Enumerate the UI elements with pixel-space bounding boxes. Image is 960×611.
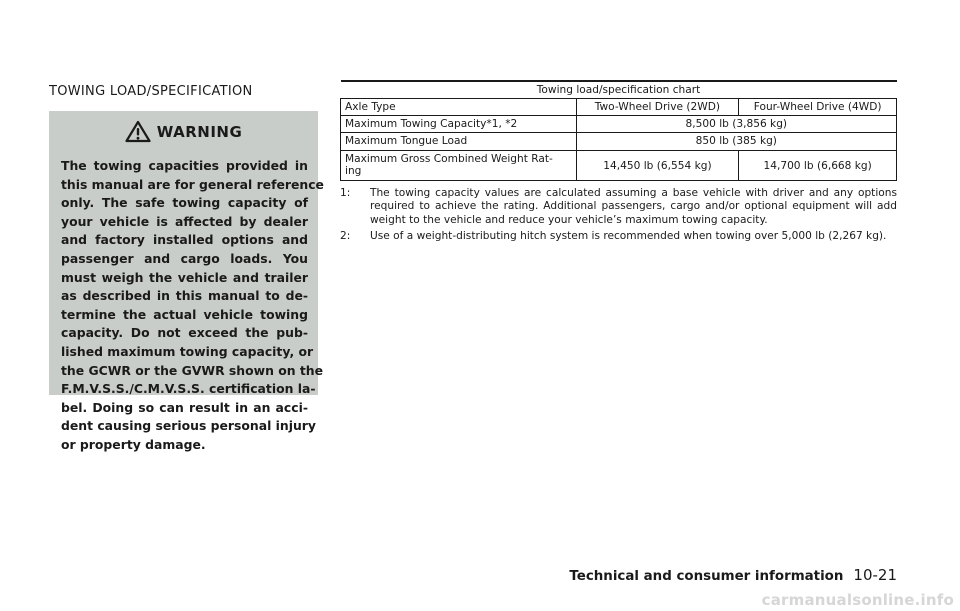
header-4wd: Four-Wheel Drive (4WD)	[739, 99, 897, 116]
warning-box	[49, 111, 324, 452]
row-value-tongue-load: 850 lb (385 kg)	[576, 133, 896, 151]
watermark: carmanualsonline.info	[761, 591, 954, 609]
row-value-gcwr-2wd: 14,450 lb (6,554 kg)	[576, 151, 739, 181]
warning-line: and factory installed options and	[61, 232, 308, 248]
warning-line: passenger and cargo loads. You	[61, 250, 308, 266]
warning-line: only. The safe towing capacity of	[61, 195, 308, 211]
warning-line: the GCWR or the GVWR shown on the	[61, 362, 324, 378]
warning-line: must weigh the vehicle and trailer	[61, 269, 308, 285]
row-label-gcwr-line2: ing	[345, 165, 362, 177]
section-heading: TOWING LOAD/SPECIFICATION	[49, 84, 253, 99]
row-label-tongue-load: Maximum Tongue Load	[341, 133, 577, 151]
row-label-gcwr-line1: Maximum Gross Combined Weight Rat-	[345, 153, 553, 165]
warning-line: termine the actual vehicle towing	[61, 306, 308, 322]
header-2wd: Two-Wheel Drive (2WD)	[576, 99, 739, 116]
footnote	[340, 187, 897, 227]
warning-triangle-icon	[125, 120, 151, 143]
row-value-gcwr-4wd: 14,700 lb (6,668 kg)	[739, 151, 897, 181]
warning-text	[61, 157, 324, 455]
row-label-gcwr	[341, 151, 577, 181]
warning-title	[49, 120, 318, 143]
warning-line: capacity. Do not exceed the pub-	[61, 325, 308, 341]
towing-spec-table	[340, 80, 897, 181]
footnote-text: Use of a weight-distributing hitch system is recommended when towing over 5,000 lb (2,267 kg).	[370, 230, 887, 243]
footnote-text: The towing capacity values are calculated assuming a base vehicle with driver and any options required to achieve the rating. Additional passengers, cargo and/or optional equipment will add weight to the vehicle and reduce your vehicle’s maximum towing capacity.	[370, 187, 897, 226]
row-label-towing-capacity: Maximum Towing Capacity*1, *2	[341, 116, 577, 133]
warning-line: lished maximum towing capacity, or	[61, 343, 314, 359]
warning-line: this manual are for general reference	[61, 176, 324, 192]
warning-line: F.M.V.S.S./C.M.V.S.S. certification la-	[61, 381, 316, 397]
header-axle-type: Axle Type	[341, 99, 577, 116]
table-header-row	[341, 99, 897, 116]
footnotes	[340, 187, 897, 247]
warning-label: WARNING	[156, 122, 243, 141]
footnote-number: 2:	[340, 230, 351, 243]
warning-line: your vehicle is affected by dealer	[61, 213, 308, 229]
table-row	[341, 133, 897, 151]
row-value-towing-capacity: 8,500 lb (3,856 kg)	[576, 116, 896, 133]
page-number: 10-21	[853, 566, 897, 584]
table-caption: Towing load/specification chart	[341, 81, 897, 99]
warning-line: bel. Doing so can result in an acci-	[61, 399, 308, 415]
warning-line: dent causing serious personal injury	[61, 418, 316, 434]
warning-line: as described in this manual to de-	[61, 288, 308, 304]
page-footer	[569, 566, 897, 584]
footnote-number: 1:	[340, 187, 351, 199]
table-row	[341, 151, 897, 181]
warning-line: The towing capacities provided in	[61, 158, 308, 173]
table-row	[341, 116, 897, 133]
warning-line: or property damage.	[61, 436, 206, 452]
footnote	[340, 230, 897, 243]
footer-section-title: Technical and consumer information	[569, 569, 844, 584]
